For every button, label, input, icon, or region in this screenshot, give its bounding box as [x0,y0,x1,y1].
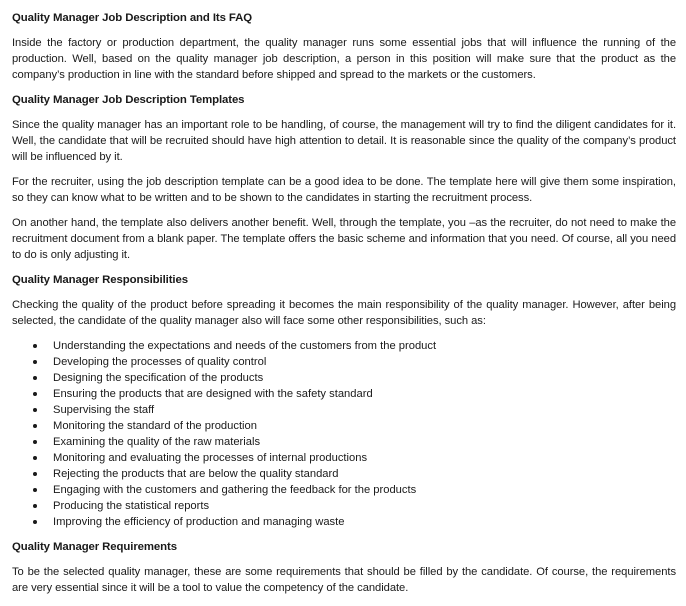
list-item [12,498,676,514]
section-job-description-templates [12,92,676,263]
paragraph: On another hand, the template also delivers another benefit. Well, through the template, you –as the recruiter, do not need to make the recruitment document from a blank paper. The template offers the basic scheme and information that you need. Of course, all you need to do is only adjusting it. [12,217,676,261]
list-item [12,466,676,482]
list-item-text: Developing the processes of quality control [53,356,267,368]
list-item-text: Designing the specification of the products [53,372,264,384]
bullet-icon [33,424,37,428]
section-responsibilities [12,272,676,530]
paragraph: To be the selected quality manager, these are some requirements that should be filled by the candidate. Of course, the requirements are very essential since it will be a tool to value the competency of the candidate. [12,566,676,594]
paragraph: Checking the quality of the product before spreading it becomes the main responsibility of the quality manager. However, after being selected, the candidate of the quality manager also will face some other responsibilities, such as: [12,299,676,327]
list-item [12,354,676,370]
list-item-text: Examining the quality of the raw materials [53,436,261,448]
section-heading: Quality Manager Responsibilities [12,274,188,286]
bullet-icon [33,488,37,492]
bullet-icon [33,392,37,396]
list-item-text: Monitoring the standard of the production [53,420,257,432]
list-item-text: Understanding the expectations and needs of the customers from the product [53,340,437,352]
list-item [12,402,676,418]
list-item-text: Supervising the staff [53,404,155,416]
list-item [12,338,676,354]
bullet-icon [33,440,37,444]
list-item [12,450,676,466]
list-item-text: Ensuring the products that are designed with the safety standard [53,388,373,400]
list-item [12,514,676,530]
bullet-icon [33,472,37,476]
list-item [12,386,676,402]
list-item [12,370,676,386]
bullet-icon [33,504,37,508]
bullet-icon [33,344,37,348]
bullet-icon [33,360,37,364]
list-item [12,434,676,450]
bullet-icon [33,376,37,380]
section-requirements [12,539,676,596]
list-item [12,482,676,498]
bullet-icon [33,456,37,460]
list-item-text: Monitoring and evaluating the processes of internal productions [53,452,368,464]
section-heading: Quality Manager Job Description and Its FAQ [12,12,253,24]
list-item-text: Producing the statistical reports [53,500,210,512]
list-item-text: Rejecting the products that are below the quality standard [53,468,339,480]
paragraph: Since the quality manager has an important role to be handling, of course, the management will try to find the diligent candidates for it. Well, the candidate that will be recruited should have high attention to detail. It is reasonable since the quality of the company’s product will be influenced by it. [12,119,676,163]
bullet-icon [33,520,37,524]
bullet-icon [33,408,37,412]
list-item [12,418,676,434]
section-heading: Quality Manager Job Description Templates [12,94,245,106]
paragraph: For the recruiter, using the job description template can be a good idea to be done. The template here will give them some inspiration, so they can know what to be written and to be shown to the candidates in starting the recruitment process. [12,176,676,204]
list-item-text: Improving the efficiency of production and managing waste [53,516,345,528]
responsibilities-list [12,338,676,530]
section-heading: Quality Manager Requirements [12,541,177,553]
section-job-description-faq [12,10,676,83]
list-item-text: Engaging with the customers and gathering the feedback for the products [53,484,417,496]
paragraph: Inside the factory or production department, the quality manager runs some essential jobs that will influence the running of the production. Well, based on the quality manager job description, a person in this position will make sure that the product as the company’s production in line with the standard before shipped and spread to the markets or the customers. [12,37,676,81]
